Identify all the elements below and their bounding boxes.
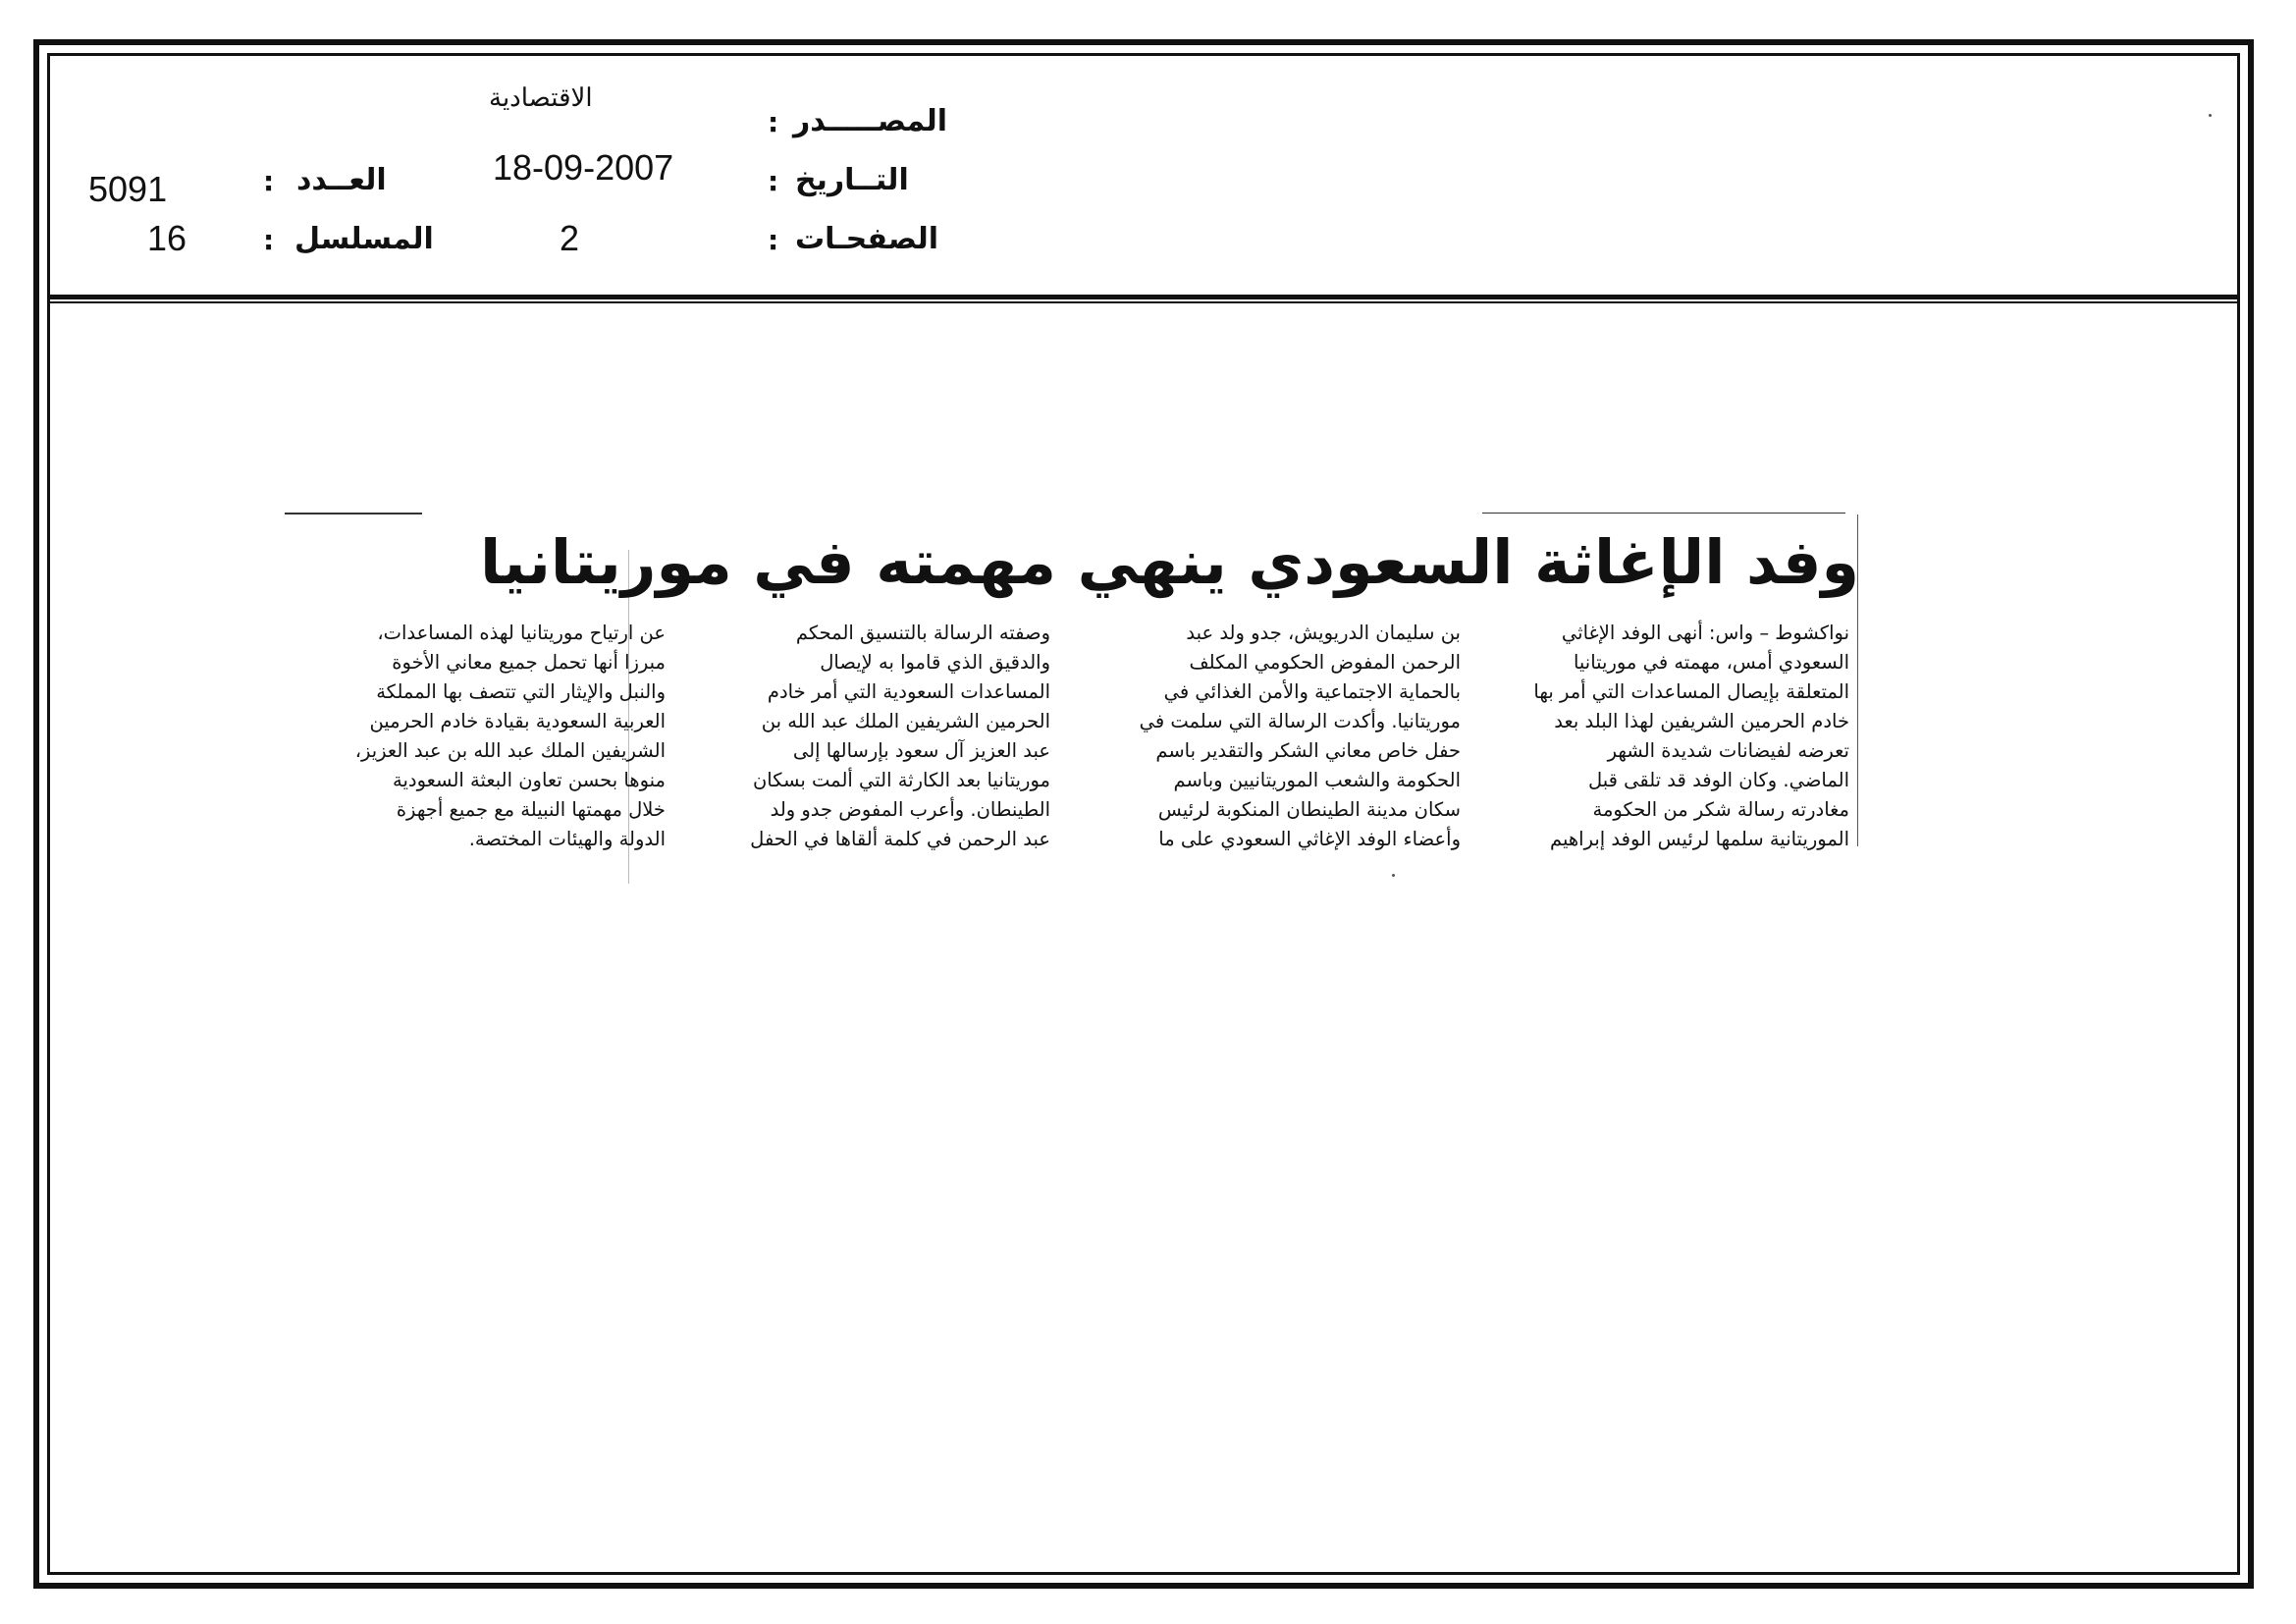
issue-colon: : xyxy=(263,165,275,197)
column-line: منوها بحسن تعاون البعثة السعودية xyxy=(393,769,666,791)
column-line: المتعلقة بإيصال المساعدات التي أمر بها xyxy=(1533,680,1849,703)
source-label: المصـــــدر xyxy=(793,104,948,138)
clipping-rule-left xyxy=(285,513,422,514)
article-headline: وفد الإغاثة السعودي ينهي مهمته في موريتانيا xyxy=(480,526,1859,598)
column-line: الموريتانية سلمها لرئيس الوفد إبراهيم xyxy=(1550,828,1849,850)
source-colon: : xyxy=(768,106,779,138)
column-line: العربية السعودية بقيادة خادم الحرمين xyxy=(369,710,666,732)
pages-value: 2 xyxy=(560,218,580,258)
column-line: موريتانيا بعد الكارثة التي ألمت بسكان xyxy=(752,769,1050,791)
column-line: سكان مدينة الطينطان المنكوبة لرئيس xyxy=(1157,798,1461,821)
column-line: الطينطان. وأعرب المفوض جدو ولد xyxy=(770,798,1050,821)
column-line: الحرمين الشريفين الملك عبد الله بن xyxy=(761,710,1050,732)
column-line: عبد الرحمن في كلمة ألقاها في الحفل xyxy=(750,828,1050,850)
column-line: وأعضاء الوفد الإغاثي السعودي على ما xyxy=(1158,828,1461,850)
column-line: عن ارتياح موريتانيا لهذه المساعدات، xyxy=(377,622,666,644)
column-line: خلال مهمتها النبيلة مع جميع أجهزة xyxy=(396,798,666,821)
scan-speck xyxy=(2209,114,2212,117)
column-line: مبرزا أنها تحمل جميع معاني الأخوة xyxy=(392,651,666,674)
column-line: الشريفين الملك عبد الله بن عبد العزيز، xyxy=(354,739,666,762)
column-line: تعرضه لفيضانات شديدة الشهر xyxy=(1607,739,1849,762)
column-line: والنبل والإيثار التي تتصف بها المملكة xyxy=(376,680,666,703)
column-line: وصفته الرسالة بالتنسيق المحكم xyxy=(795,622,1050,644)
issue-value: 5091 xyxy=(88,169,168,209)
column-line: عبد العزيز آل سعود بإرسالها إلى xyxy=(792,739,1050,762)
pages-colon: : xyxy=(768,224,779,256)
date-value: 18-09-2007 xyxy=(493,147,674,188)
clipping-rule-right xyxy=(1482,513,1845,514)
column-line: الحكومة والشعب الموريتانيين وباسم xyxy=(1173,769,1461,791)
column-line: الرحمن المفوض الحكومي المكلف xyxy=(1189,651,1461,674)
column-line: المساعدات السعودية التي أمر خادم xyxy=(767,680,1050,703)
header-divider xyxy=(47,295,2240,303)
date-colon: : xyxy=(768,165,779,197)
serial-label: المسلسل xyxy=(294,222,434,256)
column-line: مغادرته رسالة شكر من الحكومة xyxy=(1592,798,1849,821)
column-line: حفل خاص معاني الشكر والتقدير باسم xyxy=(1155,739,1461,762)
scan-speck xyxy=(1392,874,1395,877)
column-line: خادم الحرمين الشريفين لهذا البلد بعد xyxy=(1554,710,1849,732)
column-line: بالحماية الاجتماعية والأمن الغذائي في xyxy=(1163,680,1461,703)
column-line: السعودي أمس، مهمته في موريتانيا xyxy=(1573,651,1849,674)
article-column-2 xyxy=(1082,619,1461,854)
serial-colon: : xyxy=(263,224,275,256)
source-value: الاقتصادية xyxy=(489,82,593,112)
column-line: والدقيق الذي قاموا به لإيصال xyxy=(820,651,1050,674)
column-line: موريتانيا. وأكدت الرسالة التي سلمت في xyxy=(1139,710,1461,732)
pages-label: الصفحـات xyxy=(795,222,938,256)
column-line: الماضي. وكان الوفد قد تلقى قبل xyxy=(1587,769,1849,791)
article-column-4 xyxy=(287,619,666,854)
column-line: نواكشوط – واس: أنهى الوفد الإغاثي xyxy=(1561,622,1849,644)
article-column-1 xyxy=(1470,619,1849,854)
article-column-3 xyxy=(671,619,1050,854)
date-label: التــاريخ xyxy=(795,163,909,197)
serial-value: 16 xyxy=(147,218,187,258)
column-line: بن سليمان الدريويش، جدو ولد عبد xyxy=(1186,622,1461,644)
column-line: الدولة والهيئات المختصة. xyxy=(468,828,666,850)
issue-label: العــدد xyxy=(296,163,387,197)
